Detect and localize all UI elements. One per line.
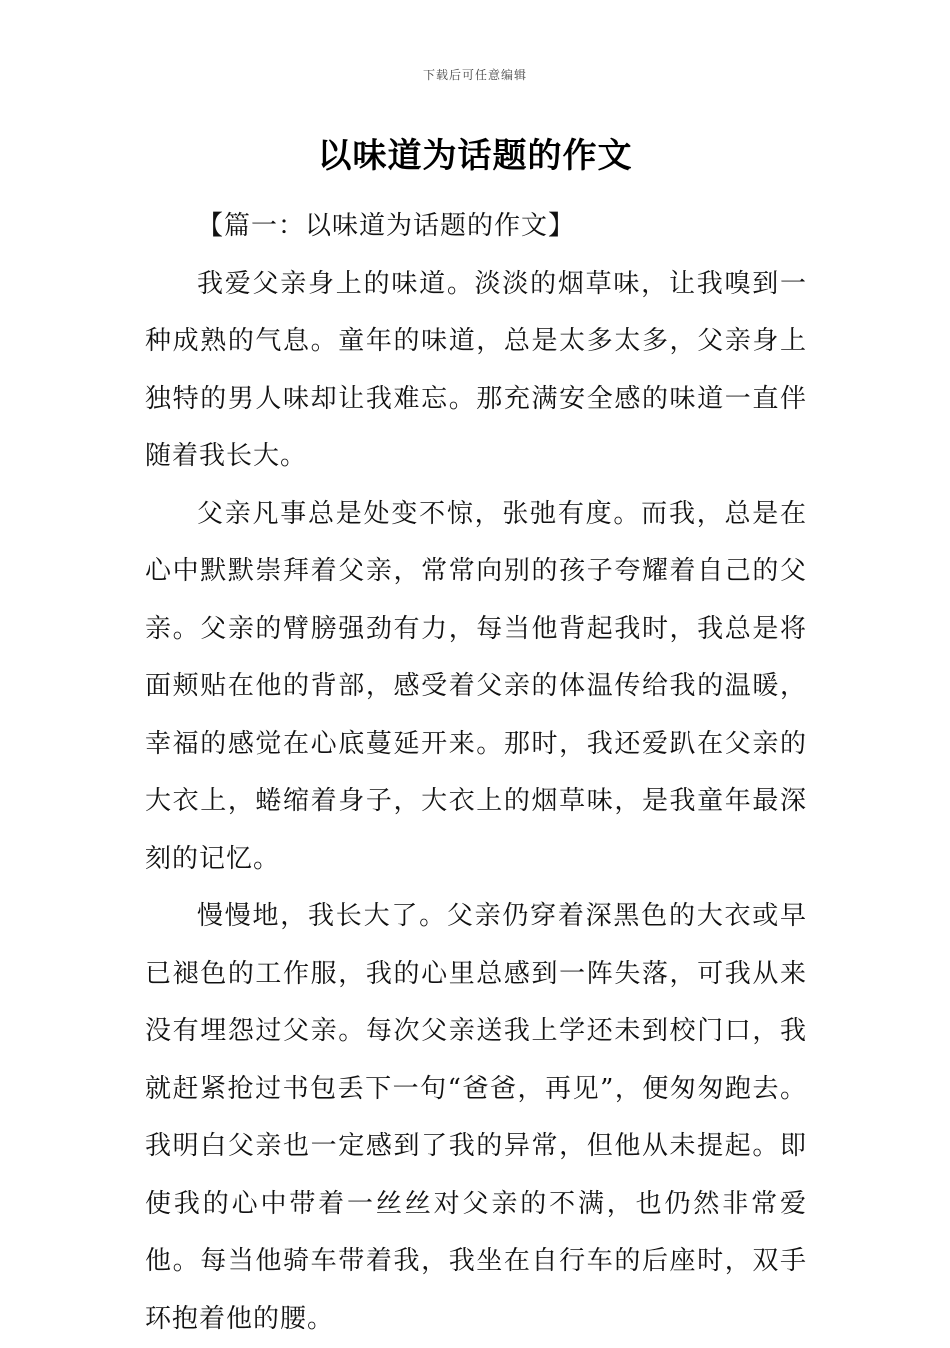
- document-title: 以味道为话题的作文: [317, 136, 633, 176]
- section-heading: 【篇一：以味道为话题的作文】: [197, 211, 576, 241]
- paragraph-1: 我爱父亲身上的味道。淡淡的烟草味，让我嗅到一种成熟的气息。童年的味道，总是太多太多，父亲身上独特的男人味却让我难忘。那充满安全感的味道一直伴随着我长大。: [145, 268, 807, 471]
- header-note: 下载后可任意编辑: [422, 68, 527, 82]
- paragraph-3: 慢慢地，我长大了。父亲仍穿着深黑色的大衣或早已褪色的工作服，我的心里总感到一阵失落，可我从来没有埋怨过父亲。每次父亲送我上学还未到校门口，我就赶紧抢过书包丢下一句“爸爸，再见”，便匆匆跑去。我明白父亲也一定感到了我的异常，但他从未提起。即使我的心中带着一丝丝对父亲的不满，也仍然非常爱他。每当他骑车带着我，我坐在自行车的后座时，双手环抱着他的腰。: [145, 901, 807, 1334]
- paragraph-2: 父亲凡事总是处变不惊，张弛有度。而我，总是在心中默默崇拜着父亲，常常向别的孩子夸耀着自己的父亲。父亲的臂膀强劲有力，每当他背起我时，我总是将面颊贴在他的背部，感受着父亲的体温传给我的温暖，幸福的感觉在心底蔓延开来。那时，我还爱趴在父亲的大衣上，蜷缩着身子，大衣上的烟草味，是我童年最深刻的记忆。: [145, 498, 807, 874]
- document-body: [145, 198, 807, 1348]
